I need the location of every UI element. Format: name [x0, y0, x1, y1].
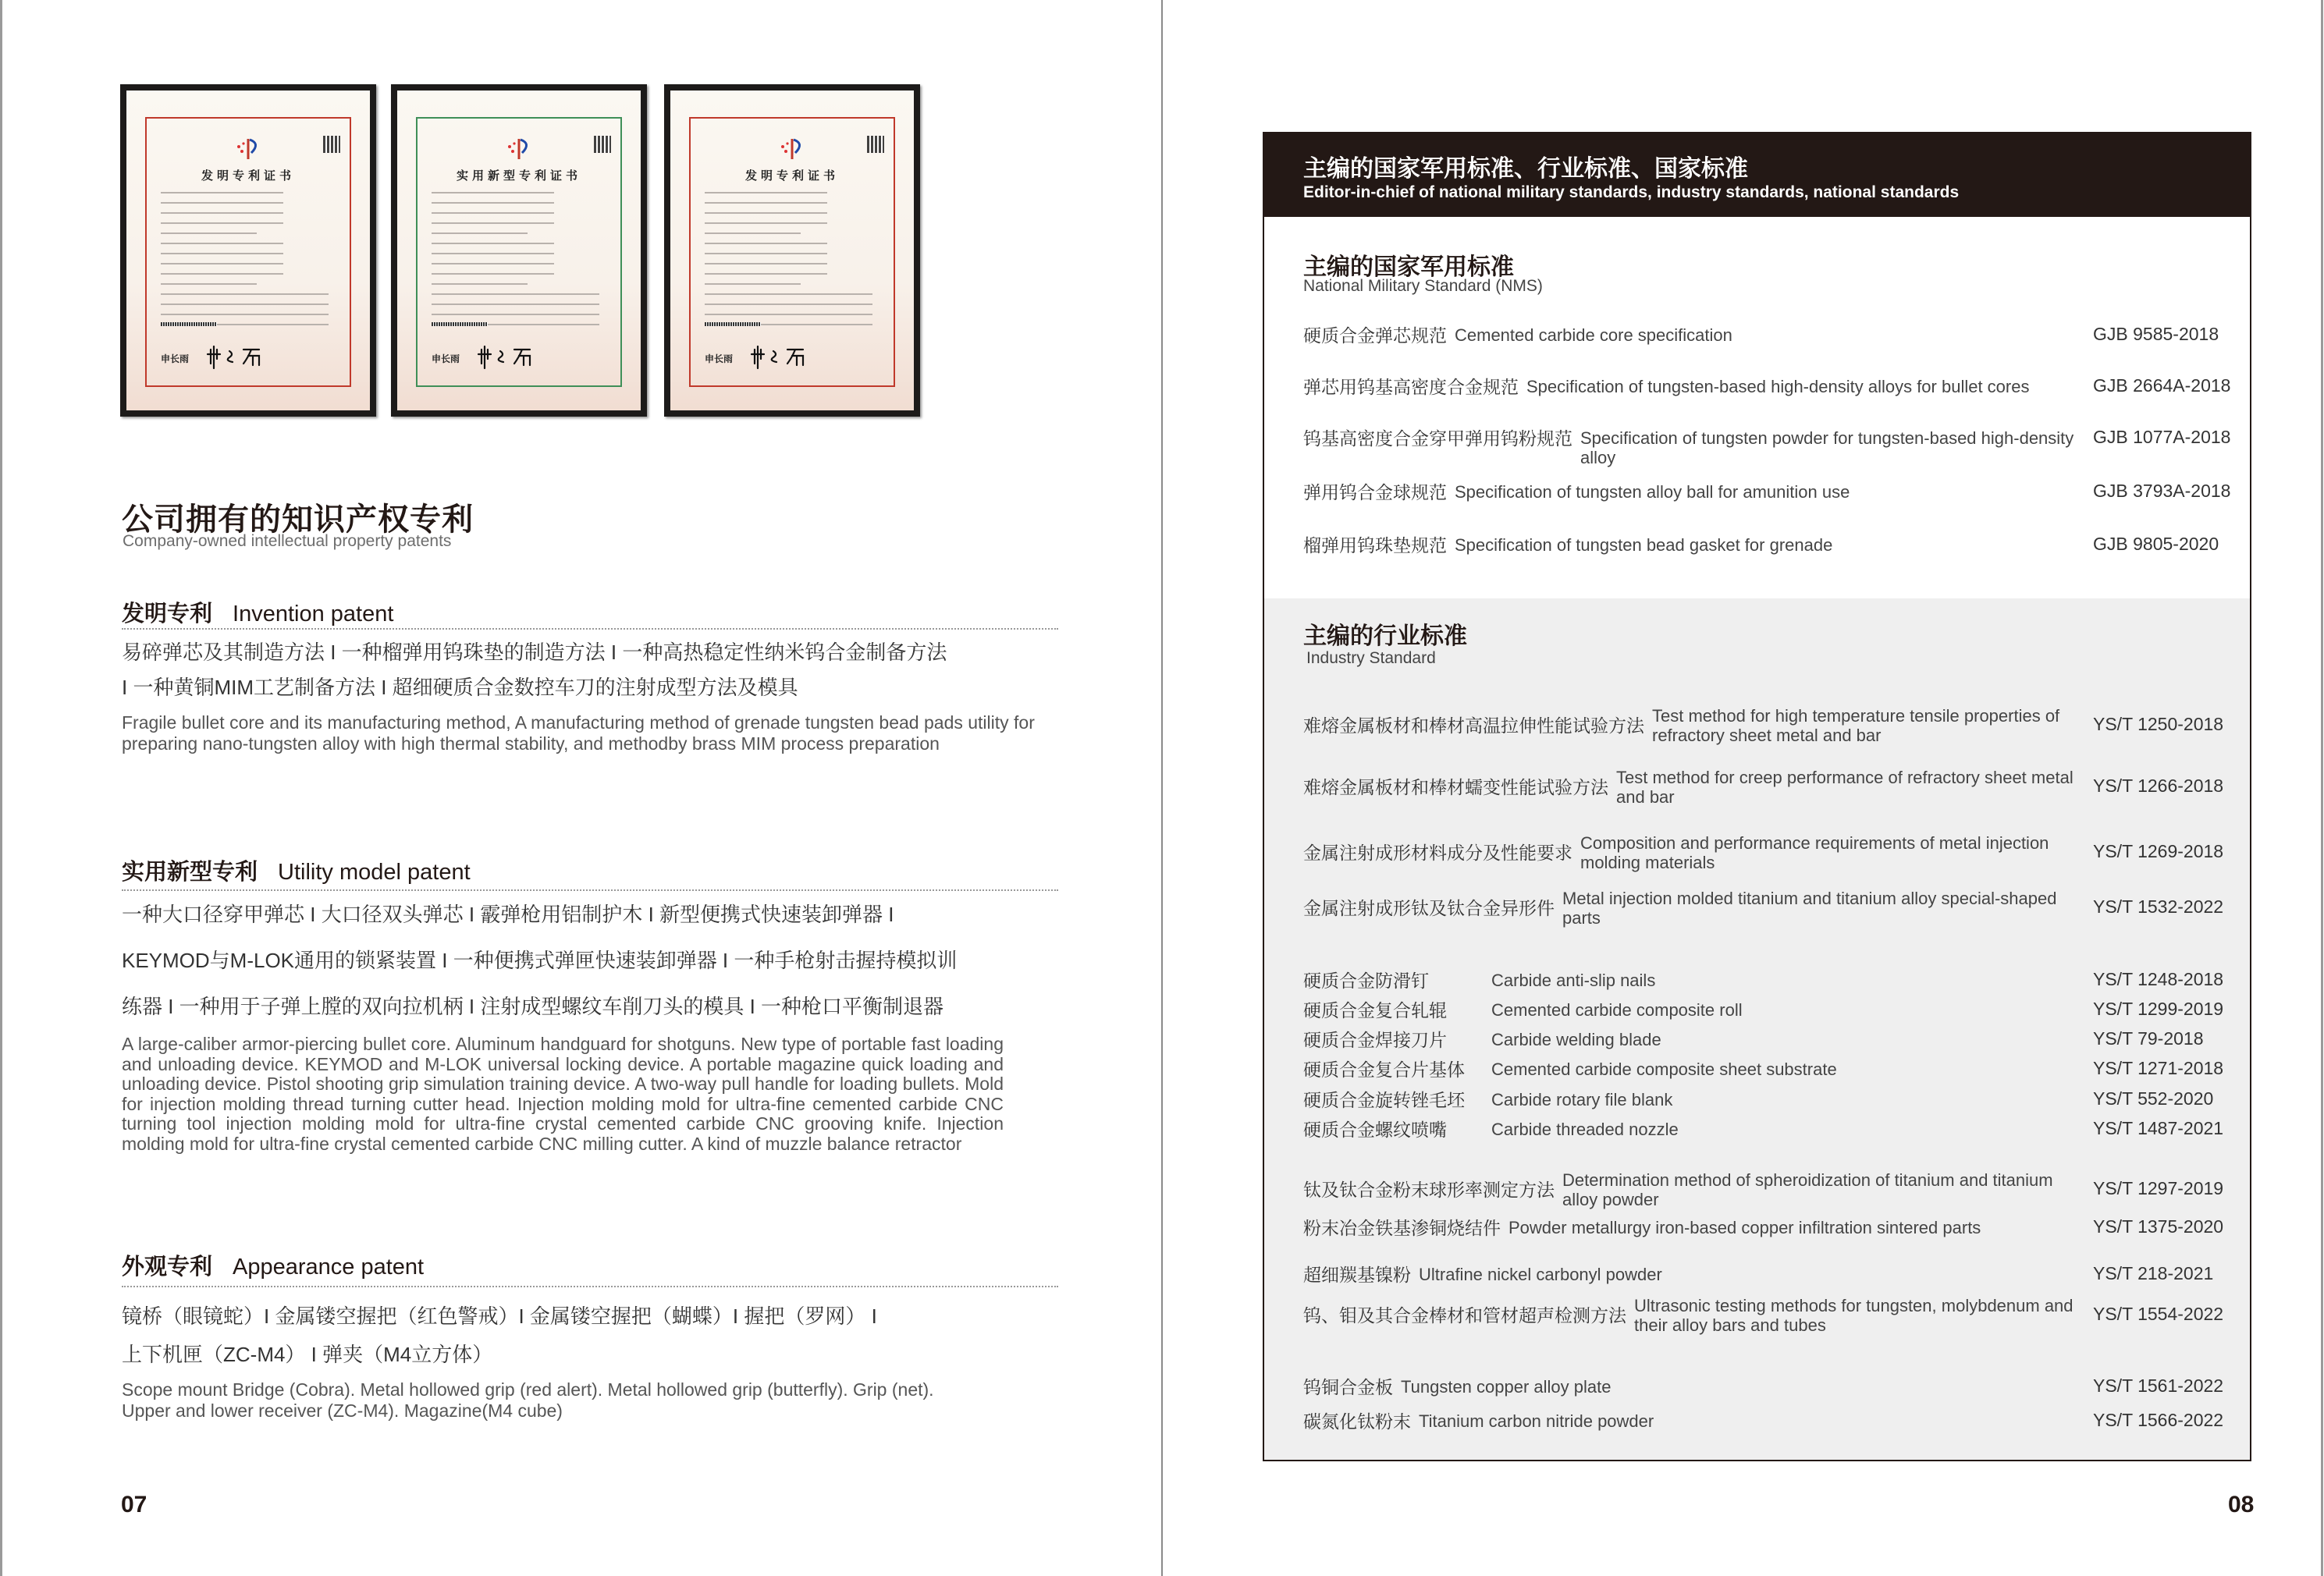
certificate-body-text — [161, 192, 336, 334]
utility-heading-cn: 实用新型专利 — [122, 860, 258, 885]
utility-cn-line: 练器 I 一种用于子弹上膛的双向拉机柄 I 注射成型螺纹车削刀头的模具 I 一种枪口平衡制退器 — [122, 995, 944, 1018]
nms-heading: 主编的国家军用标准 — [1303, 254, 1514, 280]
standard-name-en: Carbide rotary file blank — [1491, 1090, 1673, 1109]
standard-name-en: Test method for high temperature tensile properties of refractory sheet metal and bar — [1652, 706, 2060, 745]
appearance-heading — [122, 1249, 424, 1281]
page-spine-divider — [1161, 0, 1163, 1576]
qr-code-icon — [323, 136, 340, 153]
standard-name-cn: 硬质合金复合轧辊 — [1303, 1000, 1447, 1020]
cnipa-logo-icon — [776, 137, 808, 161]
standard-name-en: Ultrasonic testing methods for tungsten, molybdenum and their alloy bars and tubes — [1634, 1296, 2073, 1335]
standard-name-cn: 硬质合金焊接刀片 — [1303, 1030, 1447, 1050]
standard-name-cn: 榴弹用钨珠垫规范 — [1303, 535, 1447, 556]
handwritten-signature-icon — [204, 343, 275, 370]
standard-name-en: Carbide threaded nozzle — [1491, 1120, 1679, 1139]
certificate-title: 实用新型专利证书 — [456, 169, 581, 183]
standard-row — [1303, 1000, 2077, 1020]
industry-heading: 主编的行业标准 — [1303, 623, 1467, 649]
standard-row — [1303, 428, 2077, 467]
dotted-divider — [122, 889, 1058, 891]
standard-code: YS/T 1554-2022 — [2093, 1304, 2224, 1324]
standard-name-cn: 硬质合金螺纹喷嘴 — [1303, 1120, 1447, 1140]
standard-name-cn: 弹芯用钨基高密度合金规范 — [1303, 377, 1519, 397]
certificate-title: 发明专利证书 — [744, 169, 839, 183]
standard-row — [1303, 889, 2077, 928]
standards-panel — [1263, 132, 2251, 1461]
standard-code: YS/T 1271-2018 — [2093, 1058, 2224, 1078]
patent-certificate — [120, 84, 376, 417]
qr-code-icon — [867, 136, 884, 153]
standard-name-en: Carbide anti-slip nails — [1491, 971, 1656, 990]
certificate-signatory-name: 申长雨 — [705, 353, 734, 364]
page-edge-right — [2321, 0, 2323, 1576]
patent-certificate — [391, 84, 647, 417]
standard-code: GJB 3793A-2018 — [2093, 481, 2231, 501]
appearance-heading-en: Appearance patent — [233, 1255, 425, 1280]
standard-name-cn: 钨铜合金板 — [1303, 1377, 1393, 1397]
certificate-title: 发明专利证书 — [201, 169, 295, 183]
page-subtitle: Company-owned intellectual property patents — [123, 532, 452, 550]
standard-name-en: Specification of tungsten alloy ball for amunition use — [1455, 482, 1850, 502]
appearance-en-line: Scope mount Bridge (Cobra). Metal hollowed grip (red alert). Metal hollowed grip (butterfly). Grip (net). — [122, 1379, 934, 1400]
standard-name-cn: 硬质合金防滑钉 — [1303, 971, 1429, 991]
utility-en-text: A large-caliber armor-piercing bullet core. Aluminum handguard for shotguns. New type of portable fast loading and unloading device. KEYMOD and M-LOK universal locking device. A portable magazine quick loading and unloading device. Pistol shooting grip simulation training device. A two-way pull handle for loading bullets. Mold for injection molding thread turning cutter head. Injection molding mold for ultra-fine cemented carbide CNC turning tool injection molding mold for ultra-fine crystal cemented carbide CNC grooving knife. Injection molding mold for ultra-fine crystal cemented carbide CNC milling cutter. A kind of muzzle balance retractor — [122, 1034, 1004, 1154]
standard-row — [1303, 1090, 2077, 1110]
standard-row — [1303, 1377, 2077, 1397]
utility-heading — [122, 854, 471, 886]
standard-row — [1303, 1265, 2077, 1285]
standard-row — [1303, 1060, 2077, 1080]
barcode-icon — [705, 322, 761, 326]
appearance-cn-line: 镜桥（眼镜蛇）I 金属镂空握把（红色警戒）I 金属镂空握把（蝴蝶）I 握把（罗网） I — [122, 1304, 877, 1328]
certificate-paper — [670, 91, 914, 410]
standard-code: YS/T 1566-2022 — [2093, 1410, 2224, 1430]
invention-heading-en: Invention patent — [233, 602, 394, 626]
standard-row — [1303, 1030, 2077, 1050]
standard-row — [1303, 706, 2077, 745]
handwritten-signature-icon — [475, 343, 545, 370]
standard-name-cn: 钛及钛合金粉末球形率测定方法 — [1303, 1180, 1555, 1200]
page-title: 公司拥有的知识产权专利 — [122, 502, 474, 537]
standard-code: YS/T 1266-2018 — [2093, 776, 2224, 796]
barcode-icon — [432, 322, 488, 326]
standard-row — [1303, 1120, 2077, 1140]
standard-name-en: Powder metallurgy iron-based copper infiltration sintered parts — [1508, 1218, 1981, 1237]
page-number-left: 07 — [121, 1492, 147, 1517]
standard-name-en: Titanium carbon nitride powder — [1419, 1411, 1654, 1431]
standard-row — [1303, 325, 2077, 346]
industry-subheading: Industry Standard — [1306, 649, 1436, 667]
dotted-divider — [122, 1286, 1058, 1287]
page-number-right: 08 — [2228, 1492, 2255, 1517]
standard-code: GJB 2664A-2018 — [2093, 375, 2231, 396]
utility-cn-line: 一种大口径穿甲弹芯 I 大口径双头弹芯 I 霰弹枪用铝制护木 I 新型便携式快速装卸弹器 I — [122, 903, 894, 926]
standard-code: YS/T 552-2020 — [2093, 1088, 2214, 1109]
standard-name-cn: 难熔金属板材和棒材蠕变性能试验方法 — [1303, 777, 1608, 797]
standard-name-en: Test method for creep performance of refractory sheet metal and bar — [1616, 768, 2073, 807]
standard-row — [1303, 768, 2077, 807]
standard-code: YS/T 1269-2018 — [2093, 841, 2224, 861]
panel-header-title: 主编的国家军用标准、行业标准、国家标准 — [1303, 156, 1748, 182]
standard-name-en: Cemented carbide composite sheet substrate — [1491, 1060, 1837, 1079]
standard-code: YS/T 218-2021 — [2093, 1263, 2214, 1283]
qr-code-icon — [594, 136, 611, 153]
patent-certificate — [664, 84, 920, 417]
cnipa-logo-icon — [233, 137, 264, 161]
standard-name-en: Cemented carbide composite roll — [1491, 1000, 1743, 1020]
standard-name-en: Ultrafine nickel carbonyl powder — [1419, 1265, 1662, 1284]
standard-code: YS/T 1561-2022 — [2093, 1375, 2224, 1396]
standard-name-cn: 硬质合金旋转锉毛坯 — [1303, 1090, 1465, 1110]
standard-code: GJB 9805-2020 — [2093, 534, 2219, 554]
standard-name-en: Determination method of spheroidization of titanium and titanium alloy powder — [1562, 1170, 2053, 1209]
certificate-signatory-name: 申长雨 — [161, 353, 190, 364]
invention-en-text: Fragile bullet core and its manufacturing method, A manufacturing method of grenade tungsten bead pads utility for preparing nano-tungsten alloy with high thermal stability, and methodby brass MIM process preparation — [122, 712, 1035, 754]
utility-heading-en: Utility model patent — [278, 860, 471, 885]
certificate-paper — [126, 91, 370, 410]
standard-row — [1303, 1411, 2077, 1432]
standard-name-en: Cemented carbide core specification — [1455, 325, 1732, 345]
standard-name-cn: 碳氮化钛粉末 — [1303, 1411, 1411, 1432]
standard-name-en: Specification of tungsten bead gasket for grenade — [1455, 535, 1833, 555]
standard-name-en: Specification of tungsten-based high-density alloys for bullet cores — [1526, 377, 2030, 396]
standard-row — [1303, 535, 2077, 556]
standard-name-en: Metal injection molded titanium and titanium alloy special-shaped parts — [1562, 889, 2057, 928]
certificate-body-text — [705, 192, 879, 334]
invention-heading-cn: 发明专利 — [122, 602, 213, 626]
appearance-cn-line: 上下机匣（ZC-M4） I 弹夹（M4立方体） — [122, 1343, 493, 1366]
panel-header — [1264, 133, 2250, 217]
standard-name-en: Carbide welding blade — [1491, 1030, 1661, 1049]
standard-name-cn: 钨基高密度合金穿甲弹用钨粉规范 — [1303, 428, 1572, 449]
standard-name-cn: 超细羰基镍粉 — [1303, 1265, 1411, 1285]
standard-name-en: Specification of tungsten powder for tungsten-based high-density alloy — [1580, 428, 2074, 467]
standard-name-cn: 粉末冶金铁基渗铜烧结件 — [1303, 1218, 1501, 1238]
utility-cn-line: KEYMOD与M-LOK通用的锁紧装置 I 一种便携式弹匣快速装卸弹器 I 一种手枪射击握持模拟训 — [122, 949, 958, 972]
panel-header-subtitle: Editor-in-chief of national military standards, industry standards, national standards — [1303, 183, 1960, 201]
nms-subheading: National Military Standard (NMS) — [1303, 277, 1543, 295]
handwritten-signature-icon — [748, 343, 819, 370]
standard-name-cn: 钨、钼及其合金棒材和管材超声检测方法 — [1303, 1305, 1626, 1326]
standard-row — [1303, 971, 2077, 991]
barcode-icon — [161, 322, 217, 326]
standard-row — [1303, 482, 2077, 502]
invention-cn-line: I 一种黄铜MIM工艺制备方法 I 超细硬质合金数控车刀的注射成型方法及模具 — [122, 676, 798, 699]
standard-row — [1303, 1218, 2077, 1238]
standard-code: YS/T 1487-2021 — [2093, 1118, 2224, 1138]
standard-name-cn: 金属注射成形材料成分及性能要求 — [1303, 843, 1572, 863]
standard-code: GJB 9585-2018 — [2093, 324, 2219, 344]
page-edge-left — [0, 0, 2, 1576]
standard-name-en: Tungsten copper alloy plate — [1401, 1377, 1612, 1397]
standard-row — [1303, 377, 2077, 397]
appearance-en-line: Upper and lower receiver (ZC-M4). Magazine(M4 cube) — [122, 1400, 563, 1421]
standard-name-cn: 难熔金属板材和棒材高温拉伸性能试验方法 — [1303, 715, 1644, 736]
invention-cn-line: 易碎弹芯及其制造方法 I 一种榴弹用钨珠垫的制造方法 I 一种高热稳定性纳米钨合金制备方法 — [122, 641, 947, 664]
standard-code: YS/T 1532-2022 — [2093, 896, 2224, 917]
invention-heading — [122, 596, 393, 628]
standard-row — [1303, 1170, 2077, 1209]
standard-code: YS/T 1250-2018 — [2093, 714, 2224, 734]
standard-code: YS/T 79-2018 — [2093, 1028, 2204, 1049]
standard-name-en: Composition and performance requirements of metal injection molding materials — [1580, 833, 2049, 872]
standard-code: YS/T 1375-2020 — [2093, 1216, 2224, 1237]
standard-name-cn: 金属注射成形钛及钛合金异形件 — [1303, 898, 1555, 918]
standard-name-cn: 硬质合金弹芯规范 — [1303, 325, 1447, 346]
dotted-divider — [122, 628, 1058, 630]
standard-code: YS/T 1248-2018 — [2093, 969, 2224, 989]
certificate-paper — [397, 91, 641, 410]
standard-code: GJB 1077A-2018 — [2093, 427, 2231, 447]
standard-row — [1303, 833, 2077, 872]
certificate-signatory-name: 申长雨 — [432, 353, 460, 364]
certificate-body-text — [432, 192, 606, 334]
standard-code: YS/T 1299-2019 — [2093, 999, 2224, 1019]
standard-name-cn: 弹用钨合金球规范 — [1303, 482, 1447, 502]
appearance-heading-cn: 外观专利 — [122, 1255, 213, 1280]
standard-name-cn: 硬质合金复合片基体 — [1303, 1060, 1465, 1080]
standard-row — [1303, 1296, 2077, 1335]
standard-code: YS/T 1297-2019 — [2093, 1178, 2224, 1198]
cnipa-logo-icon — [503, 137, 535, 161]
